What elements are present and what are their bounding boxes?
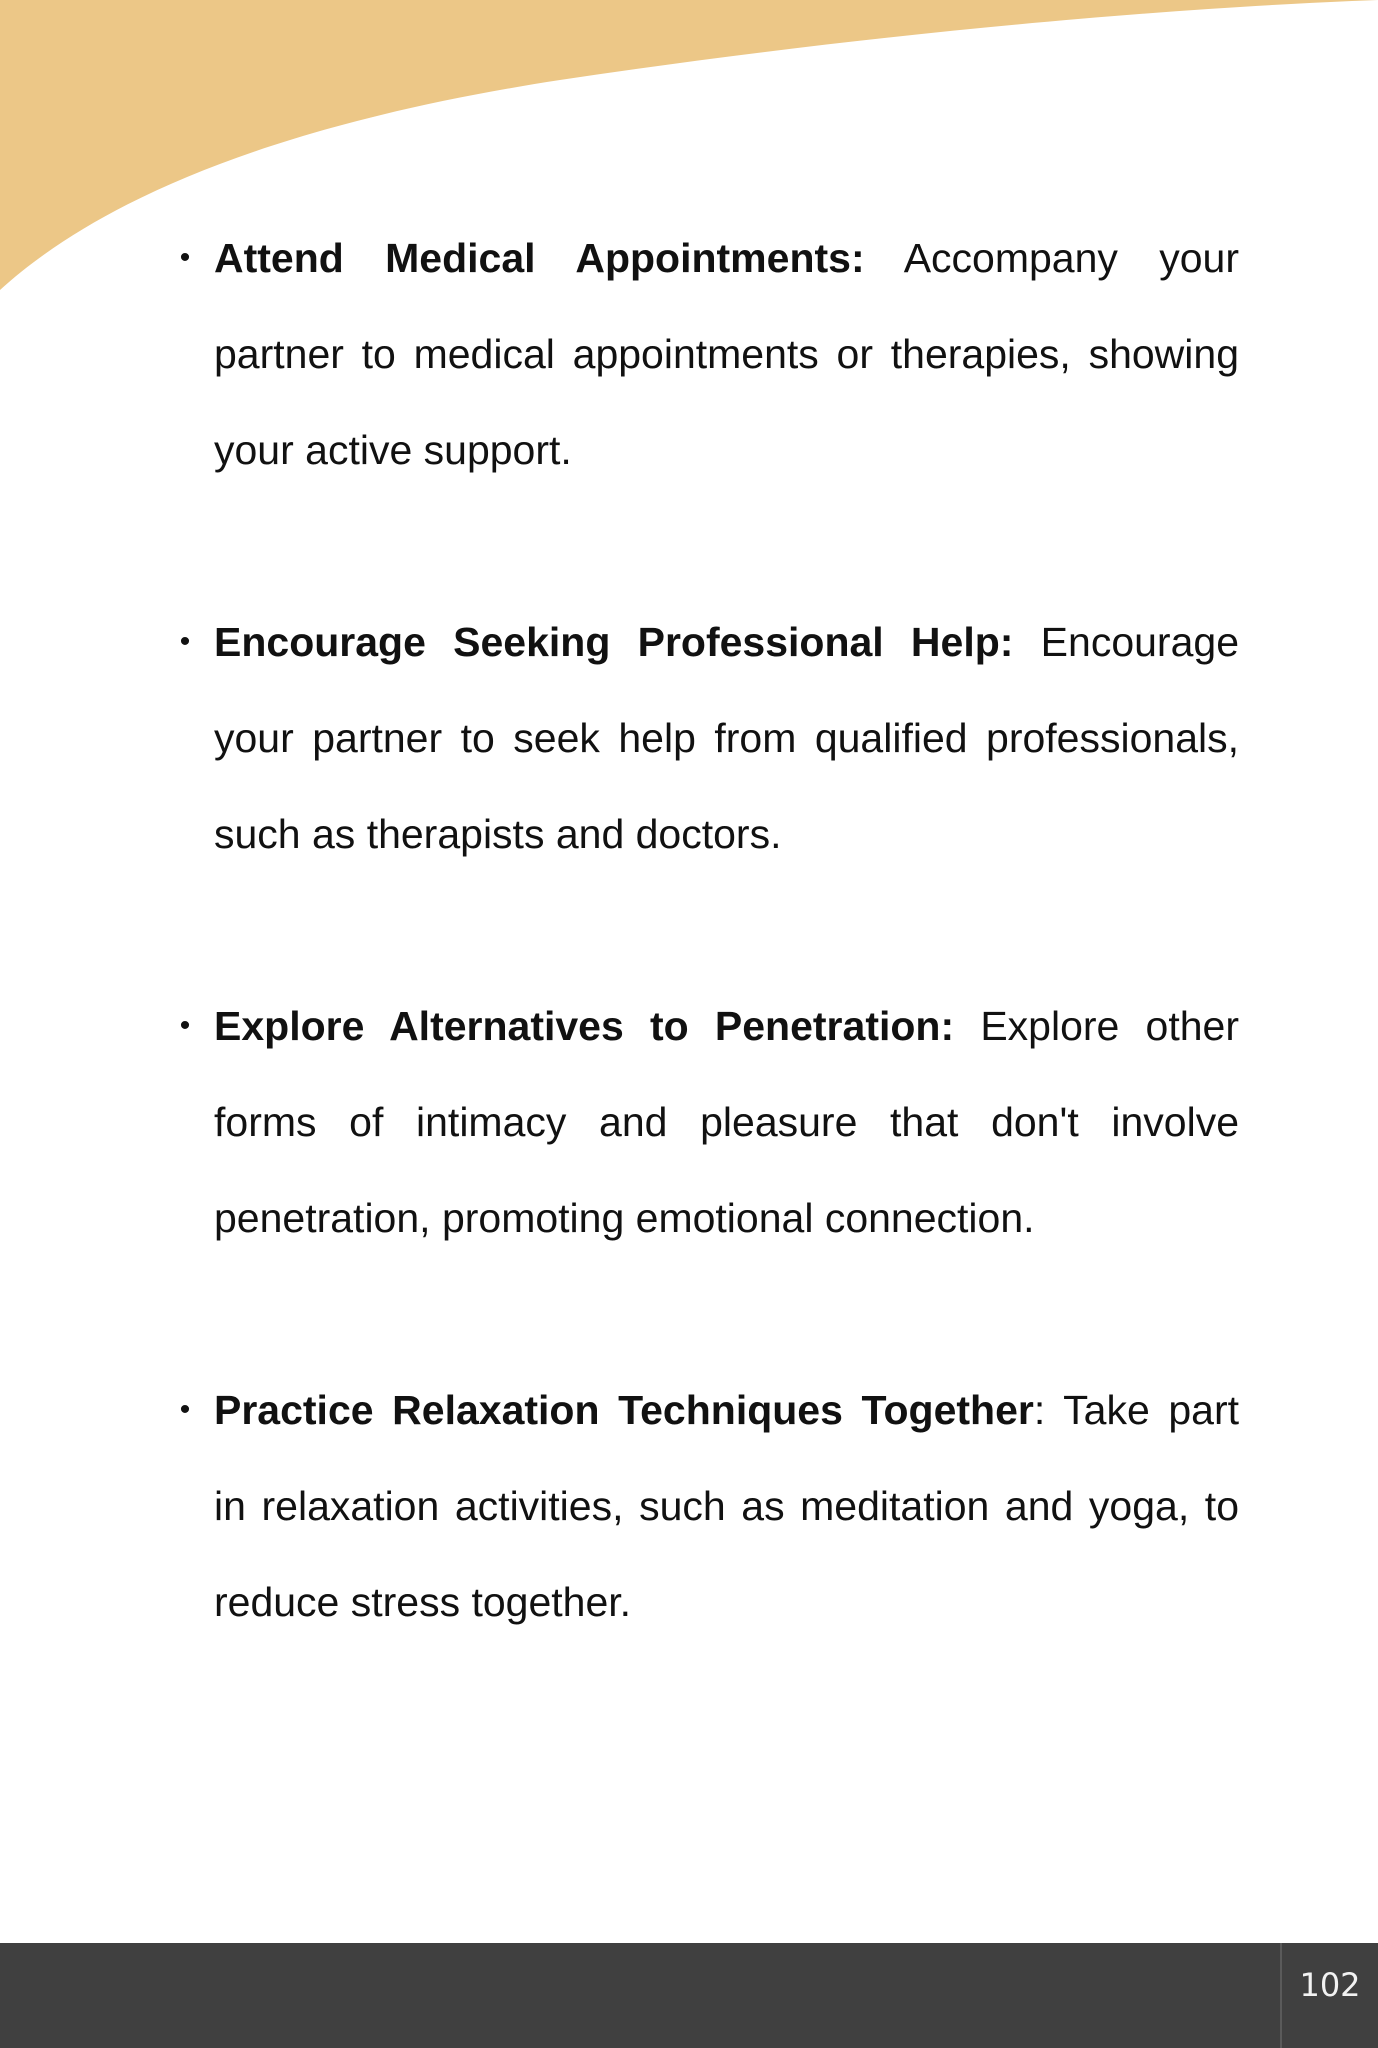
bullet-icon: • xyxy=(179,1393,191,1426)
page-number-box xyxy=(1280,1943,1378,2048)
item-title: Attend Medical Appointments: xyxy=(214,235,865,281)
item-text: Explore other forms of intimacy and pleasure that don't involve penetration, promoting emotional connection. xyxy=(214,1003,1240,1241)
item-title: Explore Alternatives to Penetration: xyxy=(214,1003,955,1049)
item-title: Practice Relaxation Techniques Together xyxy=(214,1387,1034,1433)
tips-list xyxy=(176,210,1239,1650)
item-text: Encourage your partner to seek help from qualified professionals, such as therapists and doctors. xyxy=(214,619,1239,857)
item-title: Encourage Seeking Professional Help: xyxy=(214,619,1014,665)
bullet-icon: • xyxy=(179,1009,191,1042)
list-item xyxy=(176,594,1239,882)
item-text: : Take part in relaxation activities, such as meditation and yoga, to reduce stress together. xyxy=(214,1387,1240,1625)
page-content xyxy=(176,210,1239,1746)
list-item xyxy=(176,210,1239,498)
item-text: Accompany your partner to medical appointments or therapies, showing your active support. xyxy=(214,235,1239,473)
footer-bar xyxy=(0,1943,1378,2048)
list-item xyxy=(176,1362,1239,1650)
bullet-icon: • xyxy=(179,625,191,658)
page-number: 102 xyxy=(1299,1966,1361,2004)
bullet-icon: • xyxy=(179,241,191,274)
list-item xyxy=(176,978,1239,1266)
